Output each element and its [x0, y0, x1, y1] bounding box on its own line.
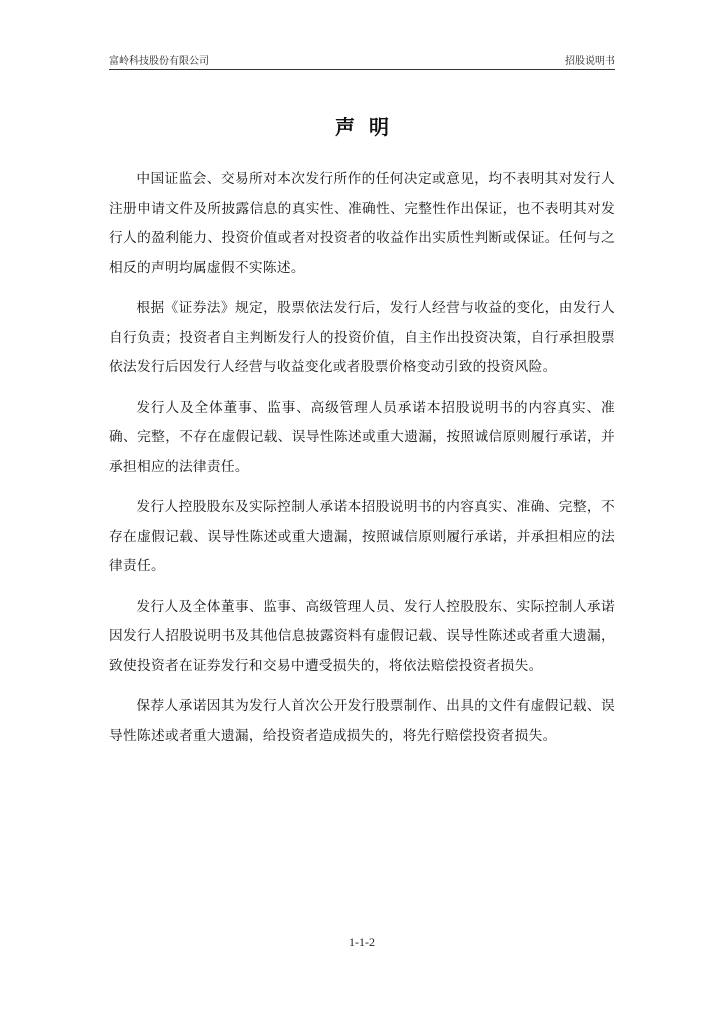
paragraph-sponsor-commitment: 保荐人承诺因其为发行人首次公开发行股票制作、出具的文件有虚假记载、误导性陈述或者重大遗漏，给投资者造成损失的，将先行赔偿投资者损失。: [109, 698, 615, 744]
paragraph-compensation-commitment: 发行人及全体董事、监事、高级管理人员、发行人控股股东、实际控制人承诺因发行人招股说明书及其他信息披露资料有虚假记载、误导性陈述或者重大遗漏，致使投资者在证券发行和交易中遭受损失的，将依法赔偿投资者损失。: [109, 598, 615, 674]
page-header: [109, 49, 615, 70]
header-document-type: 招股说明书: [565, 56, 615, 67]
paragraph-controller-commitment: 发行人控股股东及实际控制人承诺本招股说明书的内容真实、准确、完整，不存在虚假记载、误导性陈述或重大遗漏，按照诚信原则履行承诺，并承担相应的法律责任。: [109, 499, 615, 574]
paragraph-securities-law: 根据《证券法》规定，股票依法发行后，发行人经营与收益的变化，由发行人自行负责；投资者自主判断发行人的投资价值，自主作出投资决策，自行承担股票依法发行后因发行人经营与收益变化或者股票价格变动引致的投资风险。: [109, 300, 615, 375]
page-number: 1-1-2: [349, 935, 375, 949]
header-company-name: 富岭科技股份有限公司: [109, 56, 209, 67]
declaration-body: [109, 165, 615, 762]
page-title: 声明: [335, 115, 403, 139]
paragraph-directors-commitment: 发行人及全体董事、监事、高级管理人员承诺本招股说明书的内容真实、准确、完整，不存在虚假记载、误导性陈述或重大遗漏，按照诚信原则履行承诺，并承担相应的法律责任。: [109, 399, 615, 475]
paragraph-csrc-disclaimer: 中国证监会、交易所对本次发行所作的任何决定或意见，均不表明其对发行人注册申请文件及所披露信息的真实性、准确性、完整性作出保证，也不表明其对发行人的盈利能力、投资价值或者对投资者的收益作出实质性判断或保证。任何与之相反的声明均属虚假不实陈述。: [109, 171, 615, 276]
